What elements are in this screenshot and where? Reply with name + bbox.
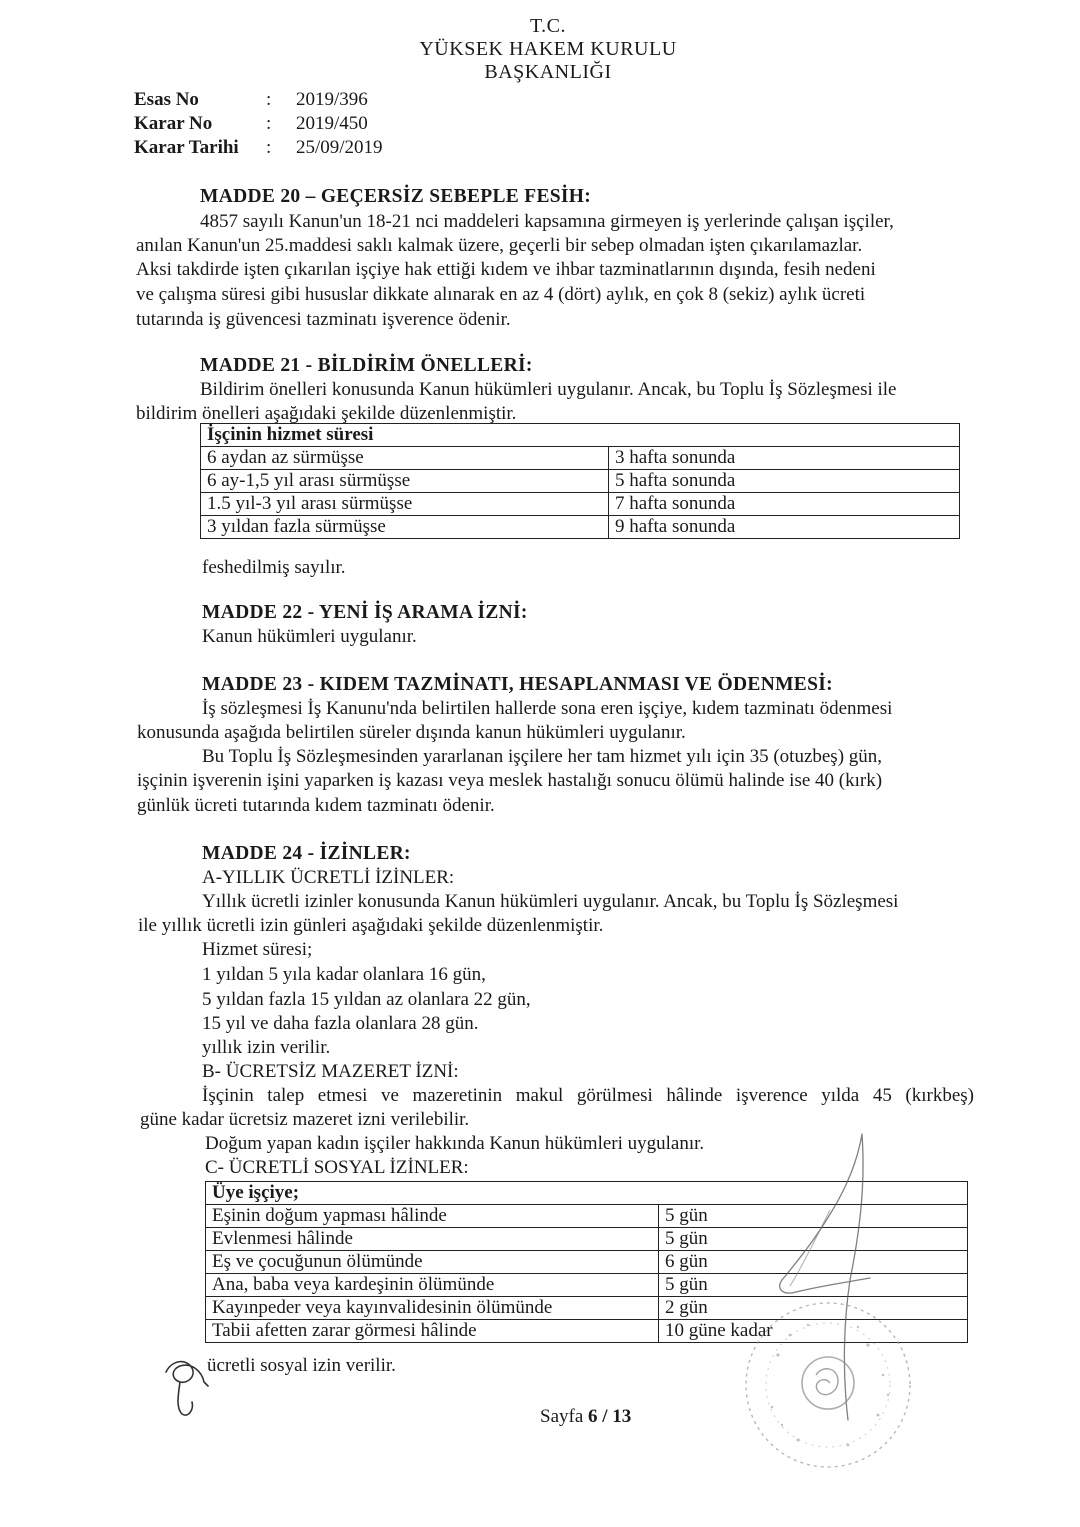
page-prefix: Sayfa — [540, 1406, 589, 1427]
header-line1: T.C. — [529, 15, 567, 37]
table-cell-days: 2 gün — [659, 1297, 968, 1320]
header-line2: YÜKSEK HAKEM KURULU — [419, 38, 677, 60]
table-cell-duration: 6 ay-1,5 yıl arası sürmüşse — [201, 470, 609, 493]
table-cell-duration: 3 yıldan fazla sürmüşse — [201, 516, 609, 539]
table-cell-days: 5 gün — [659, 1228, 968, 1251]
m20-line: Aksi takdirde işten çıkarılan işçiye hak ettiği kıdem ve ihbar tazminatlarının dışında, fesih nedeni — [136, 259, 876, 280]
table-cell-reason: Kayınpeder veya kayınvalidesinin ölümünde — [206, 1297, 659, 1320]
handwritten-initials — [158, 1352, 218, 1422]
m24-line: Yıllık ücretli izinler konusunda Kanun hükümleri uygulanır. Ancak, bu Toplu İş Sözleşmesi — [202, 891, 899, 912]
table-row — [201, 470, 960, 493]
m24-line: Hizmet süresi; — [202, 939, 313, 960]
table-cell-days: 6 gün — [659, 1251, 968, 1274]
meta-tarih — [134, 136, 383, 160]
karar-label: Karar No — [134, 113, 213, 134]
table-row — [201, 516, 960, 539]
m22-title: MADDE 22 - YENİ İŞ ARAMA İZNİ: — [202, 602, 528, 623]
m24-title: MADDE 24 - İZİNLER: — [202, 843, 411, 864]
table-cell-notice: 7 hafta sonunda — [609, 493, 960, 516]
m23-line: konusunda aşağıda belirtilen süreler dışında kanun hükümleri uygulanır. — [137, 722, 686, 743]
table-cell-notice: 9 hafta sonunda — [609, 516, 960, 539]
m24-line: Doğum yapan kadın işçiler hakkında Kanun hükümleri uygulanır. — [205, 1133, 705, 1154]
colon: : — [266, 89, 272, 110]
table-cell-days: 10 güne kadar — [659, 1320, 968, 1343]
m21-line: bildirim önelleri aşağıdaki şekilde düzenlenmiştir. — [136, 403, 517, 424]
m21-title: MADDE 21 - BİLDİRİM ÖNELLERİ: — [200, 355, 533, 376]
meta-block — [134, 88, 383, 160]
table-cell-notice: 3 hafta sonunda — [609, 447, 960, 470]
m24-c-after: ücretli sosyal izin verilir. — [207, 1355, 396, 1376]
table-cell-duration: 1.5 yıl-3 yıl arası sürmüşse — [201, 493, 609, 516]
m21-after: feshedilmiş sayılır. — [202, 557, 346, 578]
m23-line: işçinin işverenin işini yaparken iş kazası veya meslek hastalığı sonucu ölümü halinde ise 40 (kırk) — [137, 770, 883, 791]
m20-line: ve çalışma süresi gibi hususlar dikkate alınarak en az 4 (dört) aylık, en çok 8 (sekiz) aylık ücreti — [136, 284, 866, 305]
m24-line: İşçinin talep etmesi ve mazeretinin makul görülmesi hâlinde işverence yılda 45 (kırkbeş) — [202, 1085, 974, 1106]
table-header-row — [201, 424, 960, 447]
notice-table — [200, 423, 960, 539]
m24-line: 5 yıldan fazla 15 yıldan az olanlara 22 gün, — [202, 989, 531, 1010]
table-cell-days: 5 gün — [659, 1205, 968, 1228]
official-stamp — [738, 1295, 918, 1475]
m23-title: MADDE 23 - KIDEM TAZMİNATI, HESAPLANMASI VE ÖDENMESİ: — [202, 674, 833, 695]
m23-line: İş sözleşmesi İş Kanunu'nda belirtilen hallerde sona eren işçiye, kıdem tazminatı ödenmesi — [202, 698, 893, 719]
m24-b-title: B- ÜCRETSİZ MAZERET İZNİ: — [202, 1061, 459, 1082]
m20-line: tutarında iş güvencesi tazminatı işverence ödenir. — [136, 309, 511, 330]
meta-karar — [134, 112, 383, 136]
m24-c-title: C- ÜCRETLİ SOSYAL İZİNLER: — [205, 1157, 469, 1178]
table-header: İşçinin hizmet süresi — [201, 424, 960, 447]
m24-line: ile yıllık ücretli izin günleri aşağıdaki şekilde düzenlenmiştir. — [138, 915, 604, 936]
page-num: 6 / 13 — [588, 1406, 632, 1427]
tarih-value: 25/09/2019 — [296, 137, 383, 158]
tarih-label: Karar Tarihi — [134, 137, 239, 158]
table-row — [201, 493, 960, 516]
m21-line: Bildirim önelleri konusunda Kanun hükümleri uygulanır. Ancak, bu Toplu İş Sözleşmesi ile — [200, 379, 897, 400]
m23-line: Bu Toplu İş Sözleşmesinden yararlanan işçilere her tam hizmet yılı için 35 (otuzbeş) gün, — [202, 746, 883, 767]
table-header: Üye işçiye; — [206, 1182, 968, 1205]
karar-value: 2019/450 — [296, 113, 368, 134]
m24-a-title: A-YILLIK ÜCRETLİ İZİNLER: — [202, 867, 455, 888]
table-cell-reason: Tabii afetten zarar görmesi hâlinde — [206, 1320, 659, 1343]
table-cell-reason: Evlenmesi hâlinde — [206, 1228, 659, 1251]
m20-line: 4857 sayılı Kanun'un 18-21 nci maddeleri kapsamına girmeyen iş yerlerinde çalışan işçiler, — [200, 211, 894, 232]
table-row — [201, 447, 960, 470]
m23-line: günlük ücreti tutarında kıdem tazminatı ödenir. — [137, 795, 495, 816]
m20-title: MADDE 20 – GEÇERSİZ SEBEPLE FESİH: — [200, 186, 592, 207]
m22-line: Kanun hükümleri uygulanır. — [202, 626, 417, 647]
m24-line: 15 yıl ve daha fazla olanlara 28 gün. — [202, 1013, 479, 1034]
colon: : — [266, 137, 272, 158]
m20-line: anılan Kanun'un 25.maddesi saklı kalmak üzere, geçerli bir sebep olmadan işten çıkarılamazlar. — [136, 235, 863, 256]
meta-esas — [134, 88, 383, 112]
table-cell-notice: 5 hafta sonunda — [609, 470, 960, 493]
colon: : — [266, 113, 272, 134]
esas-label: Esas No — [134, 89, 199, 110]
header-line3: BAŞKANLIĞI — [484, 61, 612, 83]
table-cell-reason: Ana, baba veya kardeşinin ölümünde — [206, 1274, 659, 1297]
m24-line: yıllık izin verilir. — [202, 1037, 331, 1058]
table-cell-days: 5 gün — [659, 1274, 968, 1297]
m24-line: güne kadar ücretsiz mazeret izni verilebilir. — [140, 1109, 470, 1130]
esas-value: 2019/396 — [296, 89, 368, 110]
table-cell-reason: Eşinin doğum yapması hâlinde — [206, 1205, 659, 1228]
m24-line: 1 yıldan 5 yıla kadar olanlara 16 gün, — [202, 964, 486, 985]
table-cell-duration: 6 aydan az sürmüşse — [201, 447, 609, 470]
page-number — [540, 1406, 631, 1428]
table-cell-reason: Eş ve çocuğunun ölümünde — [206, 1251, 659, 1274]
